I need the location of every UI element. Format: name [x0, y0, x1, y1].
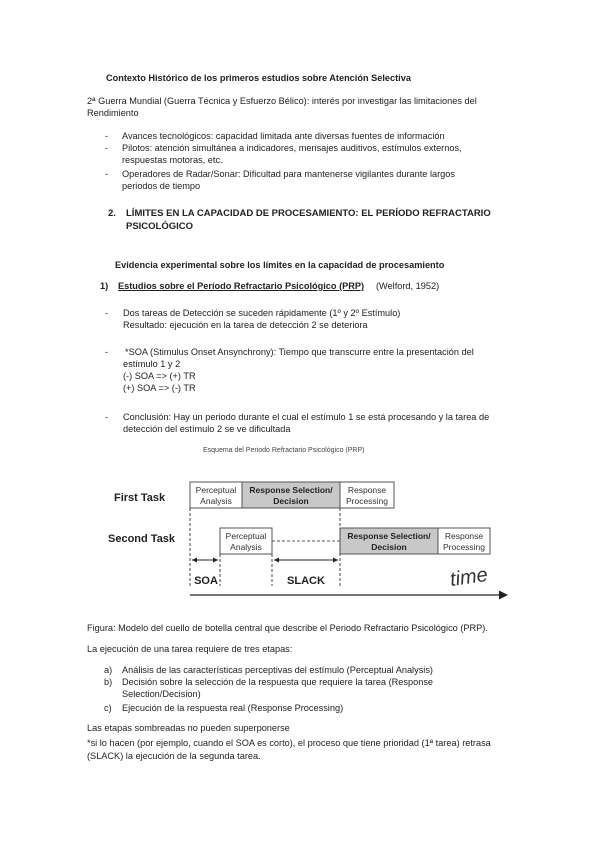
diagram-caption: Esquema del Periodo Refractario Psicológico (PRP) — [203, 447, 365, 454]
response-label: Response — [444, 531, 484, 541]
intro-line: Rendimiento — [87, 108, 139, 118]
response-selection-label: Response Selection/ — [249, 485, 333, 495]
list-item: respuestas motoras, etc. — [122, 155, 223, 165]
context-title: Contexto Histórico de los primeros estudios sobre Atención Selectiva — [106, 73, 411, 83]
list-item: Decisión sobre la selección de la respuesta que requiere la tarea (Response — [122, 677, 434, 687]
bullet-dash: - — [105, 412, 109, 422]
time-label: time — [448, 563, 490, 591]
bullet-dash: - — [105, 308, 109, 318]
list-item: Resultado: ejecución en la tarea de detección 2 se deteriora — [123, 320, 368, 330]
final-note: *si lo hacen (por ejemplo, cuando el SOA es corto), el proceso que tiene prioridad (1ª tarea) retrasa — [87, 738, 491, 748]
list-item: Selection/Decision) — [122, 689, 201, 699]
soa-label: SOA — [194, 575, 218, 587]
slack-label: SLACK — [287, 575, 325, 587]
processing-label: Processing — [345, 496, 389, 506]
stages-intro: La ejecución de una tarea requiere de tres etapas: — [87, 644, 293, 654]
list-label: a) — [104, 665, 113, 675]
processing-label: Processing — [442, 542, 486, 552]
section-heading: PSICOLÓGICO — [126, 221, 194, 232]
section-number: 2. — [108, 208, 116, 219]
list-item: (+) SOA => (-) TR — [123, 383, 196, 393]
first-task-label: First Task — [114, 492, 166, 504]
bullet-dash: - — [105, 347, 109, 357]
response-selection-label: Response Selection/ — [347, 531, 431, 541]
study-number: 1) — [100, 281, 109, 291]
list-item: periodos de tiempo — [122, 181, 201, 191]
list-item: Operadores de Radar/Sonar: Dificultad para mantenerse vigilantes durante largos — [122, 169, 455, 179]
intro-line: 2ª Guerra Mundial (Guerra Técnica y Esfuerzo Bélico): interés por investigar las limitaciones del — [87, 96, 477, 106]
list-item: Avances tecnológicos: capacidad limitada ante diversas fuentes de información — [122, 131, 445, 141]
analysis-label: Analysis — [230, 542, 262, 552]
list-label: c) — [104, 703, 112, 713]
bullet-dash: - — [105, 131, 109, 141]
prp-diagram — [96, 458, 512, 608]
figure-caption: Figura: Modelo del cuello de botella central que describe el Periodo Refractario Psicológico (PRP). — [87, 623, 488, 633]
list-item: (-) SOA => (+) TR — [123, 371, 196, 381]
decision-label: Decision — [273, 496, 309, 506]
final-note: Las etapas sombreadas no pueden superponerse — [87, 723, 290, 733]
bullet-dash: - — [105, 143, 109, 153]
list-item: Análisis de las características perceptivas del estímulo (Perceptual Analysis) — [122, 665, 433, 675]
list-item: Pilotos: atención simultánea a indicadores, mensajes auditivos, estímulos externos, — [122, 143, 462, 153]
list-item: Dos tareas de Detección se suceden rápidamente (1º y 2º Estímulo) — [123, 308, 401, 318]
list-label: b) — [104, 677, 113, 687]
final-note: (SLACK) la ejecución de la segunda tarea. — [87, 751, 261, 761]
section-heading: LÍMITES EN LA CAPACIDAD DE PROCESAMIENTO: EL PERÍODO REFRACTARIO — [126, 208, 491, 219]
list-item: Ejecución de la respuesta real (Response Processing) — [122, 703, 344, 713]
study-reference: (Welford, 1952) — [376, 281, 440, 291]
list-item: detección del estímulo 2 se ve dificultada — [123, 424, 291, 434]
analysis-label: Analysis — [200, 496, 232, 506]
response-label: Response — [347, 485, 387, 495]
evidence-title: Evidencia experimental sobre los límites en la capacidad de procesamiento — [115, 260, 445, 270]
second-task-label: Second Task — [108, 533, 176, 545]
list-item: estímulo 1 y 2 — [123, 359, 181, 369]
study-title: Estudios sobre el Período Refractario Psicológico (PRP) — [118, 281, 365, 291]
list-item: *SOA (Stimulus Onset Ansynchrony): Tiempo que transcurre entre la presentación del — [125, 347, 474, 357]
decision-label: Decision — [371, 542, 407, 552]
perceptual-label: Perceptual — [195, 485, 237, 495]
bullet-dash: - — [105, 169, 109, 179]
list-item: Conclusión: Hay un periodo durante el cual el estímulo 1 se está procesando y la tarea de — [123, 412, 490, 422]
perceptual-label: Perceptual — [225, 531, 267, 541]
